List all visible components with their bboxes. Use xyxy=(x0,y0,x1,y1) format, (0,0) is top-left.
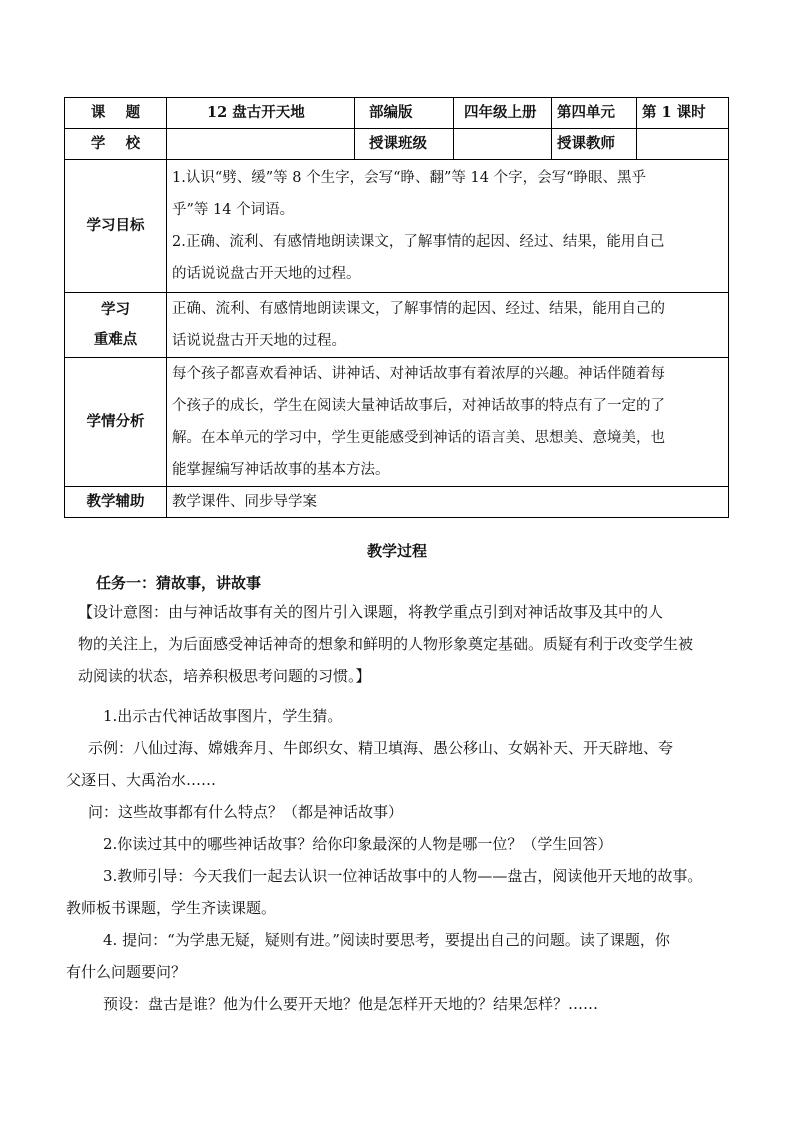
key-points-line: 话说说盘古开天地的过程。 xyxy=(172,333,346,349)
lesson-number-cell: 第 1 课时 xyxy=(637,98,729,129)
analysis-line: 解。在本单元的学习中，学生更能感受到神话的语言美、思想美、意境美，也 xyxy=(172,430,665,446)
task-heading: 任务一：猜故事，讲故事 xyxy=(96,574,262,592)
section-title: 教学过程 xyxy=(366,542,427,560)
step-4-cont: 有什么问题要问？ xyxy=(66,963,187,981)
goals-content xyxy=(167,160,729,293)
goals-line: 乎”等 14 个词语。 xyxy=(172,202,295,218)
class-value xyxy=(454,129,552,160)
key-points-label-line: 重难点 xyxy=(93,331,138,348)
step-3-cont: 教师板书课题，学生齐读课题。 xyxy=(66,899,277,917)
grade-cell: 四年级上册 xyxy=(454,98,552,129)
analysis-line: 每个孩子都喜欢看神话、讲神话、对神话故事有着浓厚的兴趣。神话伴随着每 xyxy=(172,366,665,382)
question-line: 问：这些故事都有什么特点？（都是神话故事） xyxy=(88,803,404,821)
teacher-label: 授课教师 xyxy=(552,129,637,160)
design-line: 物的关注上，为后面感受神话神奇的想象和鲜明的人物形象奠定基础。质疑有利于改变学生被 xyxy=(78,635,694,653)
preset-line: 预设：盘古是谁？他为什么要开天地？他是怎样开天地的？结果怎样？…… xyxy=(103,995,599,1013)
unit-cell: 第四单元 xyxy=(552,98,637,129)
goals-line: 的话说说盘古开天地的过程。 xyxy=(172,266,361,282)
lesson-info-table xyxy=(64,97,729,518)
key-points-content xyxy=(167,293,729,358)
analysis-line: 个孩子的成长，学生在阅读大量神话故事后，对神话故事的特点有了一定的了 xyxy=(172,398,665,414)
teacher-value xyxy=(637,129,729,160)
topic-label: 课 题 xyxy=(65,98,167,129)
school-value xyxy=(167,129,355,160)
table-row xyxy=(65,487,729,518)
table-row xyxy=(65,129,729,160)
table-row xyxy=(65,358,729,487)
school-label: 学 校 xyxy=(65,129,167,160)
goals-line: 2.正确、流利、有感情地朗读课文，了解事情的起因、经过、结果，能用自己 xyxy=(172,234,665,250)
key-points-label-line: 学习 xyxy=(101,301,130,318)
process-body xyxy=(66,568,728,1020)
step-1: 1.出示古代神话故事图片，学生猜。 xyxy=(103,707,343,725)
key-points-label xyxy=(65,293,167,358)
key-points-line: 正确、流利、有感情地朗读课文，了解事情的起因、经过、结果，能用自己的 xyxy=(172,301,665,317)
example-line: 父逐日、大禹治水…… xyxy=(66,771,217,789)
table-row xyxy=(65,293,729,358)
analysis-line: 能掌握编写神话故事的基本方法。 xyxy=(172,462,390,478)
table-row xyxy=(65,98,729,129)
example-line: 示例：八仙过海、嫦娥奔月、牛郎织女、精卫填海、愚公移山、女娲补天、开天辟地、夸 xyxy=(88,739,674,757)
table-row xyxy=(65,160,729,293)
design-line: 【设计意图：由与神话故事有关的图片引入课题，将教学重点引到对神话故事及其中的人 xyxy=(78,603,664,621)
goals-label: 学习目标 xyxy=(65,160,167,293)
step-3: 3.教师引导：今天我们一起去认识一位神话故事中的人物——盘古，阅读他开天地的故事。 xyxy=(103,867,703,885)
lesson-title: 12 盘古开天地 xyxy=(167,98,355,129)
step-4: 4. 提问：“为学患无疑，疑则有进。”阅读时要思考，要提出自己的问题。读了课题，你 xyxy=(103,931,670,949)
goals-line: 1.认识“劈、缓”等 8 个生字，会写“睁、翻”等 14 个字，会写“睁眼、黑乎 xyxy=(172,170,647,186)
aids-label: 教学辅助 xyxy=(65,487,167,518)
edition-cell: 部编版 xyxy=(355,98,454,129)
aids-content: 教学课件、同步导学案 xyxy=(167,487,729,518)
design-line: 动阅读的状态，培养积极思考问题的习惯。】 xyxy=(78,667,371,685)
analysis-content xyxy=(167,358,729,487)
step-2: 2.你读过其中的哪些神话故事？给你印象最深的人物是哪一位？（学生回答） xyxy=(103,835,613,853)
analysis-label: 学情分析 xyxy=(65,358,167,487)
class-label: 授课班级 xyxy=(355,129,454,160)
